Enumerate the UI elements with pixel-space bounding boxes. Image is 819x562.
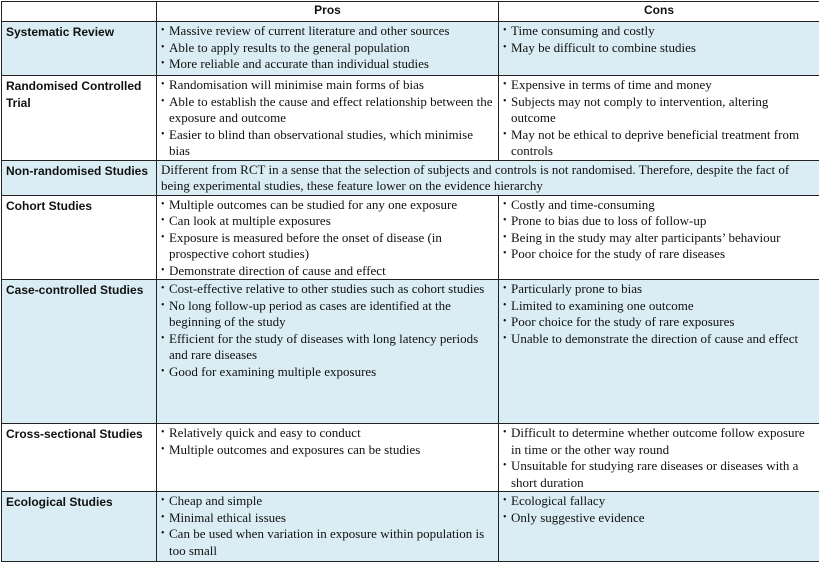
cons-list	[503, 425, 815, 491]
study-type-label: Cohort Studies	[2, 195, 157, 280]
study-note: Different from RCT in a sense that the selection of subjects and controls is not randomised. Therefore, despite the fact of being experimental studies, these feature lower on the evidence hierarchy	[157, 160, 819, 195]
con-item: • Time consuming and costly	[503, 23, 815, 40]
con-item: • May be difficult to combine studies	[503, 40, 815, 57]
table-row	[2, 280, 819, 424]
study-design-comparison-table	[1, 1, 819, 562]
pros-list	[161, 23, 494, 73]
cons-list	[503, 197, 815, 263]
cons-cell	[499, 22, 819, 76]
pros-list	[161, 281, 494, 380]
pro-item: • Randomisation will minimise main forms of bias	[161, 77, 494, 94]
cons-list	[503, 23, 815, 56]
pro-item: • Able to apply results to the general population	[161, 40, 494, 57]
pro-item: • Can look at multiple exposures	[161, 213, 494, 230]
con-item: • Particularly prone to bias	[503, 281, 815, 298]
con-item: • Limited to examining one outcome	[503, 298, 815, 315]
study-type-label: Cross-sectional Studies	[2, 424, 157, 492]
con-item: • Costly and time-consuming	[503, 197, 815, 214]
pro-item: • More reliable and accurate than individual studies	[161, 56, 494, 73]
pros-cell	[157, 22, 499, 76]
pros-cell	[157, 492, 499, 562]
pro-item: • Cheap and simple	[161, 493, 494, 510]
cons-cell	[499, 492, 819, 562]
con-item: • Prone to bias due to loss of follow-up	[503, 213, 815, 230]
cons-cell	[499, 195, 819, 280]
pros-list	[161, 197, 494, 280]
pros-cell	[157, 76, 499, 161]
cons-cell	[499, 424, 819, 492]
pro-item: • Minimal ethical issues	[161, 510, 494, 527]
table-row	[2, 160, 819, 195]
table-row	[2, 195, 819, 280]
header-cons: Cons	[499, 2, 819, 22]
pro-item: • Multiple outcomes can be studied for any one exposure	[161, 197, 494, 214]
pro-item: • Exposure is measured before the onset of disease (in prospective cohort studies)	[161, 230, 494, 263]
cons-list	[503, 493, 815, 526]
pro-item: • Easier to blind than observational studies, which minimise bias	[161, 127, 494, 160]
con-item: • Poor choice for the study of rare diseases	[503, 246, 815, 263]
con-item: • Being in the study may alter participants’ behaviour	[503, 230, 815, 247]
con-item: • Difficult to determine whether outcome follow exposure in time or the other way round	[503, 425, 815, 458]
pro-item: • Relatively quick and easy to conduct	[161, 425, 494, 442]
table-row	[2, 22, 819, 76]
table-row	[2, 492, 819, 562]
pro-item: • Good for examining multiple exposures	[161, 364, 494, 381]
con-item: • May not be ethical to deprive beneficial treatment from controls	[503, 127, 815, 160]
pro-item: • Massive review of current literature and other sources	[161, 23, 494, 40]
pros-cell	[157, 280, 499, 424]
con-item: • Unable to demonstrate the direction of cause and effect	[503, 331, 815, 348]
pro-item: • Can be used when variation in exposure within population is too small	[161, 526, 494, 559]
con-item: • Expensive in terms of time and money	[503, 77, 815, 94]
cons-cell	[499, 280, 819, 424]
cons-list	[503, 77, 815, 160]
con-item: • Unsuitable for studying rare diseases or diseases with a short duration	[503, 458, 815, 491]
header-row	[2, 2, 819, 22]
header-pros: Pros	[157, 2, 499, 22]
study-type-label: Randomised Controlled Trial	[2, 76, 157, 161]
pros-cell	[157, 424, 499, 492]
con-item: • Ecological fallacy	[503, 493, 815, 510]
con-item: • Poor choice for the study of rare exposures	[503, 314, 815, 331]
cons-list	[503, 281, 815, 347]
pro-item: • Efficient for the study of diseases with long latency periods and rare diseases	[161, 331, 494, 364]
pros-cell	[157, 195, 499, 280]
con-item: • Subjects may not comply to intervention, altering outcome	[503, 94, 815, 127]
pro-item: • No long follow-up period as cases are identified at the beginning of the study	[161, 298, 494, 331]
study-type-label: Ecological Studies	[2, 492, 157, 562]
study-type-label: Systematic Review	[2, 22, 157, 76]
table-row	[2, 424, 819, 492]
pro-item: • Able to establish the cause and effect relationship between the exposure and outcome	[161, 94, 494, 127]
study-type-label: Non-randomised Studies	[2, 160, 157, 195]
pros-list	[161, 77, 494, 160]
pros-list	[161, 493, 494, 559]
pro-item: • Cost-effective relative to other studies such as cohort studies	[161, 281, 494, 298]
study-type-label: Case-controlled Studies	[2, 280, 157, 424]
con-item: • Only suggestive evidence	[503, 510, 815, 527]
header-study-type	[2, 2, 157, 22]
cons-cell	[499, 76, 819, 161]
table-row	[2, 76, 819, 161]
pro-item: • Demonstrate direction of cause and effect	[161, 263, 494, 280]
pros-list	[161, 425, 494, 458]
pro-item: • Multiple outcomes and exposures can be studies	[161, 442, 494, 459]
